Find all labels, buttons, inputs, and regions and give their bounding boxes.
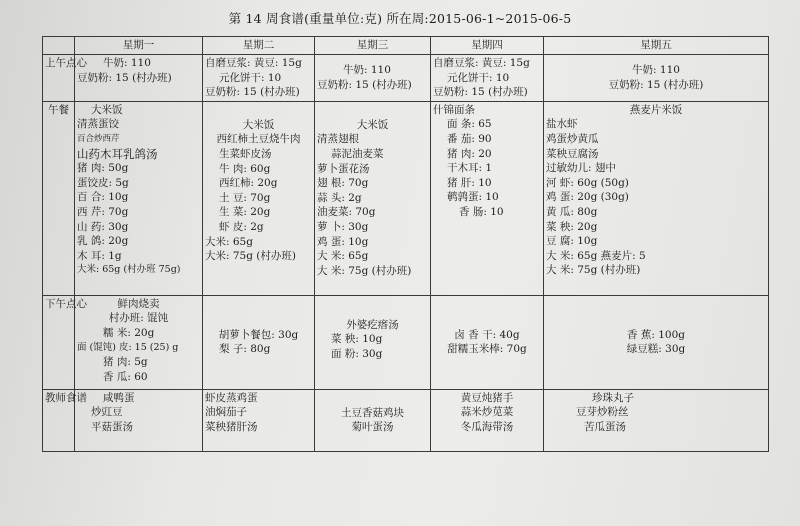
menu-line: 西红柿土豆烧牛肉 <box>216 133 301 146</box>
menu-line: 面 (馄饨) 皮: 15 (25) g <box>77 341 179 353</box>
menu-line: 糯 米: 20g <box>103 326 155 339</box>
menu-line: 西红柿: 20g <box>219 177 278 190</box>
row-label-morning-snack: 上午点心 <box>43 55 75 102</box>
menu-line: 豆奶粉: 15 (村办班) <box>77 71 172 84</box>
teacher-menu-mon <box>75 389 203 451</box>
menu-line: 蒜米炒苋菜 <box>460 406 514 419</box>
menu-line: 木 耳: 1g <box>77 249 122 262</box>
menu-line: 大米饭 <box>242 118 275 131</box>
menu-line: 山 药: 30g <box>77 220 129 233</box>
lunch-tue <box>203 101 315 295</box>
afternoon-snack-thu <box>431 295 544 389</box>
menu-line: 自磨豆浆: 黄豆: 15g <box>205 57 302 69</box>
lunch-fri <box>544 101 769 295</box>
teacher-menu-wed <box>315 389 431 451</box>
menu-line: 甜糯玉米棒: 70g <box>447 343 527 356</box>
menu-line: 虾皮蒸鸡蛋 <box>205 391 258 404</box>
weekly-menu-table <box>42 36 769 452</box>
morning-snack-row <box>43 55 769 102</box>
menu-line: 菜秧豆腐汤 <box>546 147 599 160</box>
menu-line: 大 米: 75g (村办班) <box>546 264 641 277</box>
afternoon-snack-mon <box>75 295 203 389</box>
teacher-menu-thu <box>431 389 544 451</box>
menu-line: 大 米: 65g 燕麦片: 5 <box>546 249 646 262</box>
afternoon-snack-row <box>43 295 769 389</box>
menu-line: 香 蕉: 100g <box>627 328 685 341</box>
menu-line: 黄 瓜: 80g <box>546 205 598 218</box>
menu-line: 燕麦片米饭 <box>629 103 683 116</box>
menu-line: 什锦面条 <box>433 103 475 116</box>
menu-line: 山药木耳乳鸽汤 <box>77 146 158 161</box>
menu-line: 珍珠丸子 <box>592 391 634 404</box>
menu-line: 土 豆: 70g <box>219 191 271 204</box>
menu-line: 胡萝卜餐包: 30g <box>218 328 299 341</box>
menu-line: 大 米: 75g (村办班) <box>317 264 412 277</box>
menu-line: 百合炒西芹 <box>77 133 120 144</box>
menu-line: 大米: 65g (村办班 75g) <box>77 264 181 276</box>
day-header-wed: 星期三 <box>315 37 431 55</box>
menu-line: 村办班: 馄饨 <box>108 312 169 325</box>
menu-line: 鸡 蛋: 20g (30g) <box>546 191 629 204</box>
menu-line: 清蒸蛋饺 <box>77 118 119 131</box>
menu-line: 大米饭 <box>356 118 389 131</box>
menu-line: 翅 根: 70g <box>317 177 369 190</box>
menu-line: 河 虾: 60g (50g) <box>546 176 629 189</box>
menu-line: 番 茄: 90 <box>447 132 492 145</box>
menu-line: 香 肠: 10 <box>459 205 504 218</box>
menu-line: 过敏幼儿: 翅中 <box>546 162 616 175</box>
menu-line: 元化饼干: 10 <box>219 71 282 84</box>
menu-line: 生菜虾皮汤 <box>219 147 272 160</box>
afternoon-snack-tue <box>203 295 315 389</box>
menu-line: 鲜肉烧卖 <box>117 297 160 310</box>
menu-line: 梨 子: 80g <box>219 343 271 356</box>
menu-line: 猪 肉: 50g <box>77 162 129 175</box>
menu-line: 蒜泥油麦菜 <box>331 147 384 160</box>
menu-line: 鹌鹑蛋: 10 <box>447 191 499 204</box>
menu-line: 豆奶粉: 15 (村办班) <box>205 86 300 99</box>
menu-line: 干木耳: 1 <box>447 162 493 175</box>
menu-line: 蒜 头: 2g <box>317 191 362 204</box>
menu-line: 绿豆糕: 30g <box>626 343 686 356</box>
menu-line: 香 瓜: 60 <box>103 370 148 383</box>
menu-line: 鸡蛋炒黄瓜 <box>546 132 599 145</box>
lunch-wed <box>315 101 431 295</box>
menu-line: 菜秧猪肝汤 <box>205 420 258 433</box>
menu-line: 牛奶: 110 <box>103 57 151 69</box>
morning-snack-mon <box>75 55 203 102</box>
menu-line: 清蒸翅根 <box>317 133 359 146</box>
menu-line: 外婆疙瘩汤 <box>346 318 399 331</box>
lunch-mon <box>75 101 203 295</box>
menu-line: 菜 秧: 10g <box>331 333 383 346</box>
menu-line: 元化饼干: 10 <box>447 71 510 84</box>
menu-line: 土豆香菇鸡块 <box>341 406 404 419</box>
menu-line: 猪 肉: 5g <box>103 356 148 369</box>
menu-line: 猪 肝: 10 <box>447 176 492 189</box>
day-header-tue: 星期二 <box>203 37 315 55</box>
morning-snack-thu <box>431 55 544 102</box>
menu-line: 豆 腐: 10g <box>546 235 598 248</box>
corner-cell <box>43 37 75 55</box>
day-header-mon: 星期一 <box>75 37 203 55</box>
menu-line: 平菇蛋汤 <box>91 420 133 433</box>
menu-line: 油焖茄子 <box>205 406 247 419</box>
row-label-lunch: 午餐 <box>43 101 75 295</box>
menu-line: 油麦菜: 70g <box>317 206 376 219</box>
menu-line: 生 菜: 20g <box>219 206 271 219</box>
row-label-afternoon-snack: 下午点心 <box>43 295 75 389</box>
teacher-menu-tue <box>203 389 315 451</box>
afternoon-snack-fri <box>544 295 769 389</box>
menu-line: 菊叶蛋汤 <box>351 421 394 434</box>
menu-line: 黄豆炖猪手 <box>460 391 514 404</box>
lunch-row <box>43 101 769 295</box>
menu-line: 虾 皮: 2g <box>219 220 264 233</box>
menu-line: 豆奶粉: 15 (村办班) <box>433 86 528 99</box>
lunch-thu <box>431 101 544 295</box>
menu-line: 卤 香 干: 40g <box>454 328 520 341</box>
teacher-menu-fri <box>544 389 769 451</box>
day-header-thu: 星期四 <box>431 37 544 55</box>
menu-line: 盐水虾 <box>546 118 578 131</box>
menu-line: 大米: 65g <box>205 235 253 248</box>
day-header-fri: 星期五 <box>544 37 769 55</box>
menu-line: 西 芹: 70g <box>77 205 129 218</box>
page-title: 第 14 周食谱(重量单位:克) 所在周:2015-06-1~2015-06-5 <box>228 11 572 26</box>
menu-line: 猪 肉: 20 <box>447 147 492 160</box>
morning-snack-wed <box>315 55 431 102</box>
menu-line: 萝卜蛋花汤 <box>317 162 370 175</box>
menu-line: 牛奶: 110 <box>632 64 680 77</box>
menu-line: 大 米: 65g <box>317 250 369 263</box>
menu-line: 牛 肉: 60g <box>219 162 271 175</box>
menu-line: 大米饭 <box>91 103 123 116</box>
menu-line: 炒豇豆 <box>91 406 123 419</box>
menu-line: 豆奶粉: 15 (村办班) <box>317 78 412 91</box>
header-row <box>43 37 769 55</box>
menu-line: 百 合: 10g <box>77 191 129 204</box>
menu-line: 大米: 75g (村办班) <box>205 250 296 263</box>
menu-line: 面 粉: 30g <box>331 347 383 360</box>
row-label-teacher-menu: 教师食谱 <box>43 389 75 451</box>
menu-line: 面 条: 65 <box>447 118 492 131</box>
menu-line: 自磨豆浆: 黄豆: 15g <box>433 57 530 69</box>
afternoon-snack-wed <box>315 295 431 389</box>
menu-line: 冬瓜海带汤 <box>460 420 514 433</box>
menu-line: 咸鸭蛋 <box>103 391 135 404</box>
morning-snack-fri <box>544 55 769 102</box>
morning-snack-tue <box>203 55 315 102</box>
menu-line: 鸡 蛋: 10g <box>317 235 369 248</box>
menu-line: 菜 秧: 20g <box>546 220 598 233</box>
menu-line: 牛奶: 110 <box>343 64 391 77</box>
menu-line: 乳 鸽: 20g <box>77 235 129 248</box>
teacher-menu-row <box>43 389 769 451</box>
menu-line: 蛋饺皮: 5g <box>77 176 129 189</box>
menu-line: 萝 卜: 30g <box>317 220 369 233</box>
menu-line: 豆芽炒粉丝 <box>576 406 629 419</box>
menu-line: 苦瓜蛋汤 <box>584 420 626 433</box>
menu-line: 豆奶粉: 15 (村办班) <box>608 78 704 91</box>
